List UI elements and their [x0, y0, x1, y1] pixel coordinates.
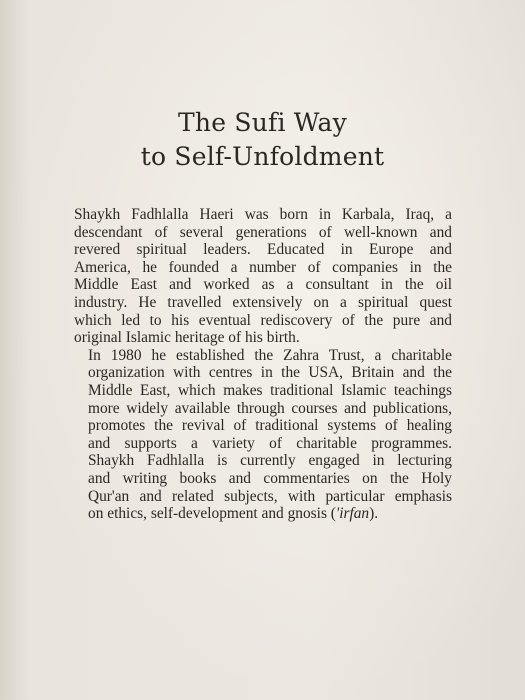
final-line-close: ). [369, 505, 379, 523]
title-line-1: The Sufi Way [178, 108, 347, 137]
author-bio [74, 206, 452, 523]
text-line: Qur'an and related subjects, with particular emphasis [88, 487, 452, 505]
title-line-2: to Self-Unfoldment [140, 142, 385, 171]
text-line: more widely available through courses and publications, [88, 399, 452, 417]
text-line: and writing books and commentaries on the Holy [88, 469, 452, 487]
final-line-text: on ethics, self-development and gnosis ( [88, 505, 336, 523]
paragraph-2 [74, 347, 452, 523]
text-line: organization with centres in the USA, Britain and the [88, 364, 452, 382]
text-line: promotes the revival of traditional systems of healing [88, 417, 452, 435]
text-line: In 1980 he established the Zahra Trust, a charitable [88, 346, 452, 364]
text-line: Shaykh Fadhlalla is currently engaged in lecturing [88, 452, 452, 470]
irfan-term: 'irfan [335, 505, 370, 523]
text-line: Middle East and worked as a consultant in the oil [74, 276, 452, 294]
text-line: which led to his eventual rediscovery of the pure and [74, 311, 452, 329]
text-line: revered spiritual leaders. Educated in Europe and [74, 241, 452, 259]
text-line: Middle East, which makes traditional Islamic teachings [88, 381, 452, 399]
text-line: industry. He travelled extensively on a spiritual quest [74, 293, 452, 311]
text-line: original Islamic heritage of his birth. [74, 329, 300, 347]
text-line: and supports a variety of charitable programmes. [88, 434, 452, 452]
paragraph-1 [74, 206, 452, 347]
text-line: America, he founded a number of companies in the [74, 258, 452, 276]
text-line: Shaykh Fadhlalla Haeri was born in Karbala, Iraq, a [74, 206, 452, 223]
text-line: descendant of several generations of well-known and [74, 223, 452, 241]
text-line-final [74, 505, 452, 523]
